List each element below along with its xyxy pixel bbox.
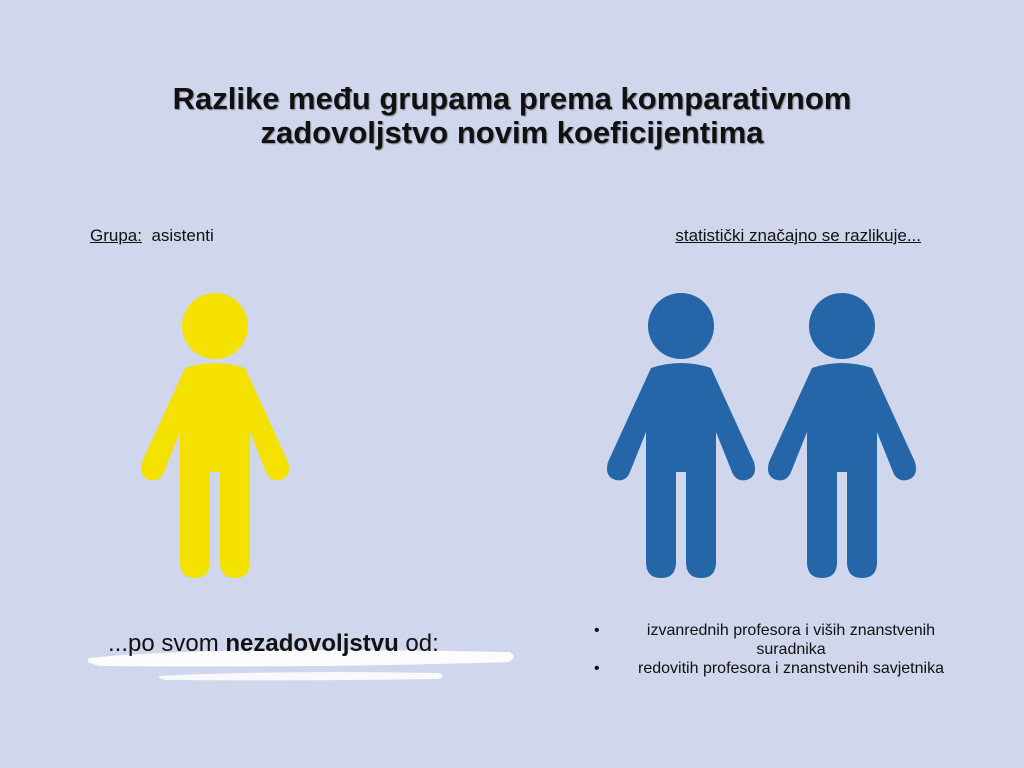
group-key: Grupa: — [90, 226, 142, 245]
list-item — [590, 621, 950, 659]
bullet: • — [594, 660, 600, 677]
title-line-2: zadovoljstvo novim koeficijentima — [260, 115, 764, 150]
page-title — [0, 82, 1024, 150]
yellow-person-icon — [140, 292, 290, 582]
group-list — [590, 621, 950, 678]
blue-person-icon — [606, 292, 756, 582]
title-line-1: Razlike među grupama prema komparativnom — [172, 81, 852, 116]
caption — [108, 630, 439, 658]
caption-bold: nezadovoljstvu — [225, 630, 399, 657]
list-item-text: izvanrednih profesora i viših znanstvenih suradnika — [646, 622, 936, 658]
list-item-text: redovitih profesora i znanstvenih savjetnika — [638, 660, 944, 677]
group-label — [90, 226, 214, 246]
blue-person-icon — [767, 292, 917, 582]
group-value: asistenti — [151, 226, 214, 245]
difference-label: statistički značajno se razlikuje... — [675, 226, 921, 245]
caption-suffix: od: — [398, 630, 439, 657]
bullet: • — [594, 622, 600, 639]
caption-prefix: ...po svom — [108, 630, 226, 657]
list-item — [590, 659, 950, 678]
